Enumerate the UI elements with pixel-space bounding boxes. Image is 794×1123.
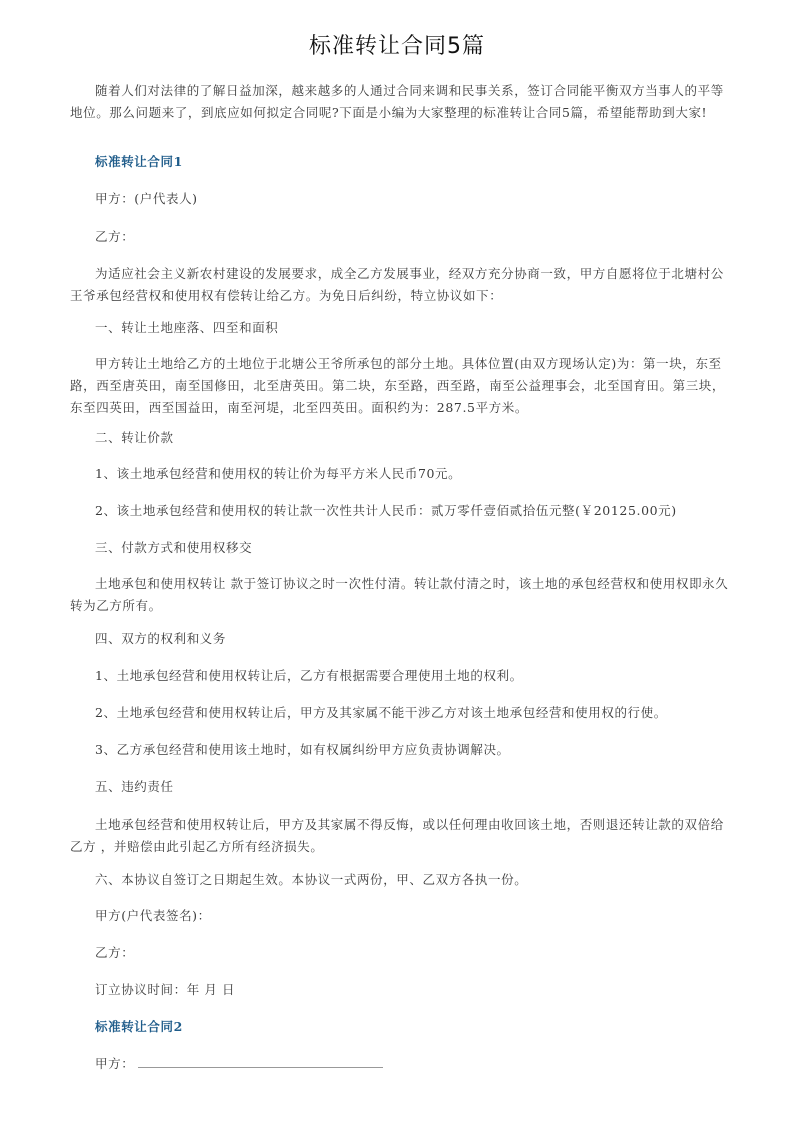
contract-2-heading: 标准转让合同2 xyxy=(95,1019,183,1034)
section-5-body: 土地承包经营和使用权转让后，甲方及其家属不得反悔，或以任何理由收回该土地，否则退还转让款的双倍给乙方 ，并赔偿由此引起乙方所有经济损失。 xyxy=(70,817,724,854)
document-title: 标准转让合同5篇 xyxy=(309,34,485,59)
sign-party-b: 乙方： xyxy=(95,945,135,960)
contract-2-party-a-line xyxy=(95,1054,383,1074)
section-4-item-3: 3、乙方承包经营和使用该土地时，如有权属纠纷甲方应负责协调解决。 xyxy=(95,742,510,757)
section-1-title: 一、转让土地座落、四至和面积 xyxy=(95,320,279,335)
party-b-line: 乙方： xyxy=(95,229,135,244)
sign-date: 订立协议时间：年 月 日 xyxy=(95,982,236,997)
section-6-line: 六、本协议自签订之日期起生效。本协议一式两份，甲、乙双方各执一份。 xyxy=(95,872,528,887)
sign-party-a: 甲方(户代表签名)： xyxy=(95,908,211,923)
contract-2-party-a-label: 甲方： xyxy=(95,1056,135,1071)
section-4-item-2: 2、土地承包经营和使用权转让后，甲方及其家属不能干涉乙方对该土地承包经营和使用权的行使。 xyxy=(95,705,667,720)
section-3-body: 土地承包和使用权转让 款于签订协议之时一次性付清。转让款付清之时，该土地的承包经营权和使用权即永久转为乙方所有。 xyxy=(70,576,729,613)
section-2-title: 二、转让价款 xyxy=(95,430,174,445)
section-4-title: 四、双方的权利和义务 xyxy=(95,631,227,646)
section-2-item-1: 1、该土地承包经营和使用权的转让价为每平方米人民币70元。 xyxy=(95,466,462,481)
section-5-title: 五、违约责任 xyxy=(95,779,174,794)
party-a-blank-underline xyxy=(138,1055,383,1068)
party-a-line: 甲方：(户代表人) xyxy=(95,191,198,206)
section-4-item-1: 1、土地承包经营和使用权转让后，乙方有根据需要合理使用土地的权利。 xyxy=(95,668,523,683)
section-2-item-2: 2、该土地承包经营和使用权的转让款一次性共计人民币：贰万零仟壹佰贰拾伍元整(￥20125.00元) xyxy=(95,503,677,518)
preamble-paragraph: 为适应社会主义新农村建设的发展要求，成全乙方发展事业，经双方充分协商一致，甲方自愿将位于北塘村公王爷承包经营权和使用权有偿转让给乙方。为免日后纠纷，特立协议如下： xyxy=(70,266,724,303)
intro-paragraph: 随着人们对法律的了解日益加深，越来越多的人通过合同来调和民事关系，签订合同能平衡双方当事人的平等地位。那么问题来了，到底应如何拟定合同呢?下面是小编为大家整理的标准转让合同5篇，希望能帮助到大家! xyxy=(70,83,724,120)
section-3-title: 三、付款方式和使用权移交 xyxy=(95,540,253,555)
section-1-body: 甲方转让土地给乙方的土地位于北塘公王爷所承包的部分土地。具体位置(由双方现场认定)为：第一块，东至路，西至唐英田，南至国修田，北至唐英田。第二块，东至路，西至路，南至公益理事会，北至国育田。第三块，东至四英田，西至国益田，南至河堤，北至四英田。面积约为：287.5平方米。 xyxy=(70,356,726,415)
contract-1-heading: 标准转让合同1 xyxy=(95,154,183,169)
